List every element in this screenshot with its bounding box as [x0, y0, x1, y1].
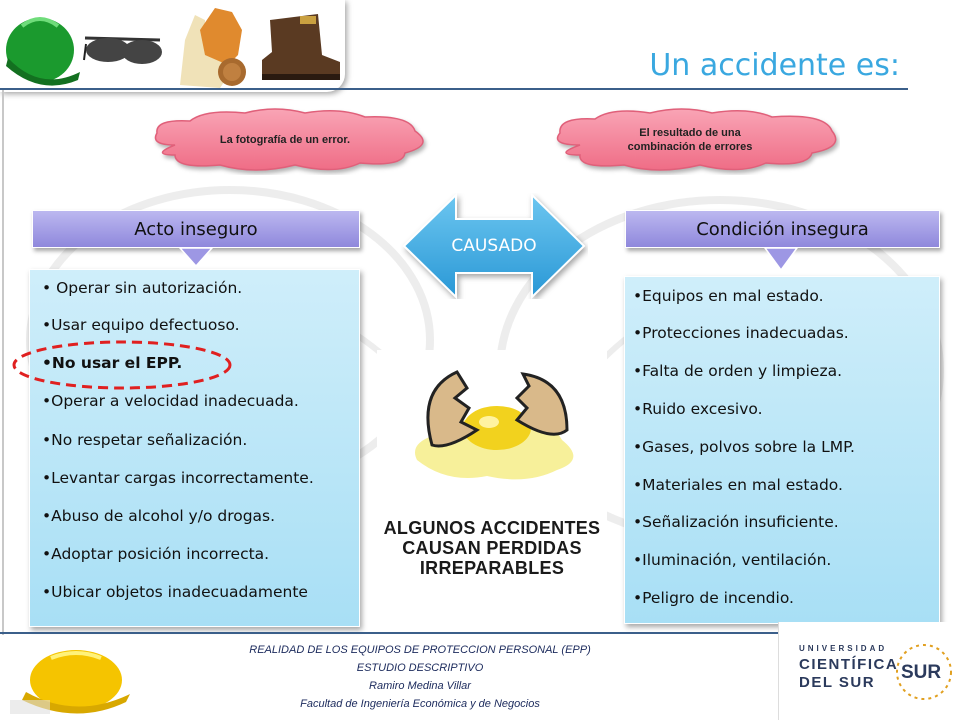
cloud-callout-left — [135, 105, 435, 175]
cloud-right-line2: combinación de errores — [627, 141, 753, 153]
causado-double-arrow — [400, 193, 588, 299]
title-divider — [0, 88, 908, 90]
logo-line2: CIENTÍFICA — [799, 656, 899, 673]
broken-egg-image — [377, 350, 607, 590]
green-helmet-icon — [6, 18, 80, 86]
list-item: •Iluminación, ventilación. — [633, 551, 832, 569]
cloud-left-text: La fotografía de un error. — [219, 133, 351, 146]
list-item: •Levantar cargas incorrectamente. — [42, 469, 314, 487]
list-item-highlighted: •No usar el EPP. — [42, 354, 183, 372]
list-item: •Abuso de alcohol y/o drogas. — [42, 507, 276, 525]
list-item: •Usar equipo defectuoso. — [42, 316, 240, 334]
cloud-right-line1: El resultado de una — [639, 126, 741, 139]
cloud-callout-right — [540, 105, 840, 175]
university-logo — [778, 622, 960, 720]
logo-mark-text: SUR — [901, 662, 942, 683]
list-item: •No respetar señalización. — [42, 431, 248, 449]
condicion-insegura-list — [624, 276, 940, 624]
acto-inseguro-header: Acto inseguro — [32, 210, 360, 248]
list-item: •Materiales en mal estado. — [633, 476, 843, 494]
list-item: •Gases, polvos sobre la LMP. — [633, 438, 855, 456]
list-item: •Señalización insuficiente. — [633, 513, 839, 531]
list-item: •Equipos en mal estado. — [633, 287, 824, 305]
causado-label: CAUSADO — [451, 236, 537, 256]
list-item: •Operar a velocidad inadecuada. — [42, 392, 299, 410]
broken-egg-icon — [377, 350, 607, 510]
list-item: •Falta de orden y limpieza. — [633, 362, 843, 380]
egg-caption-line3: IRREPARABLES — [419, 558, 565, 578]
logo-line3: DEL SUR — [799, 674, 876, 691]
header-safety-gear-banner — [0, 0, 345, 92]
list-item: •Ruido excesivo. — [633, 400, 763, 418]
footer-line1: REALIDAD DE LOS EQUIPOS DE PROTECCION PERSONAL (EPP) — [249, 644, 591, 656]
list-item: •Ubicar objetos inadecuadamente — [42, 583, 308, 601]
work-boot-icon — [262, 14, 340, 80]
footer — [0, 636, 960, 720]
work-gloves-icon — [180, 8, 246, 88]
footer-line4: Facultad de Ingeniería Económica y de Negocios — [300, 698, 540, 710]
acto-inseguro-list — [29, 269, 360, 627]
yellow-helmet-icon — [6, 640, 136, 718]
footer-line2: ESTUDIO DESCRIPTIVO — [356, 662, 484, 674]
condicion-down-arrow-icon — [763, 246, 799, 274]
condicion-insegura-header: Condición insegura — [625, 210, 940, 248]
page-title: Un accidente es: — [649, 48, 900, 83]
list-item: •Peligro de incendio. — [633, 589, 794, 607]
cloud-right-text — [540, 105, 840, 175]
egg-caption-line1: ALGUNOS ACCIDENTES — [383, 518, 601, 538]
logo-line1: UNIVERSIDAD — [799, 644, 888, 653]
egg-caption-line2: CAUSAN PERDIDAS — [402, 538, 582, 558]
highlight-ellipse — [10, 338, 235, 392]
left-border-line — [2, 90, 4, 635]
list-item: •Protecciones inadecuadas. — [633, 324, 849, 342]
footer-line3: Ramiro Medina Villar — [369, 680, 471, 692]
acto-down-arrow-icon — [178, 246, 214, 270]
list-item: • Operar sin autorización. — [42, 279, 243, 297]
list-item: •Adoptar posición incorrecta. — [42, 545, 270, 563]
safety-glasses-icon — [84, 38, 162, 64]
